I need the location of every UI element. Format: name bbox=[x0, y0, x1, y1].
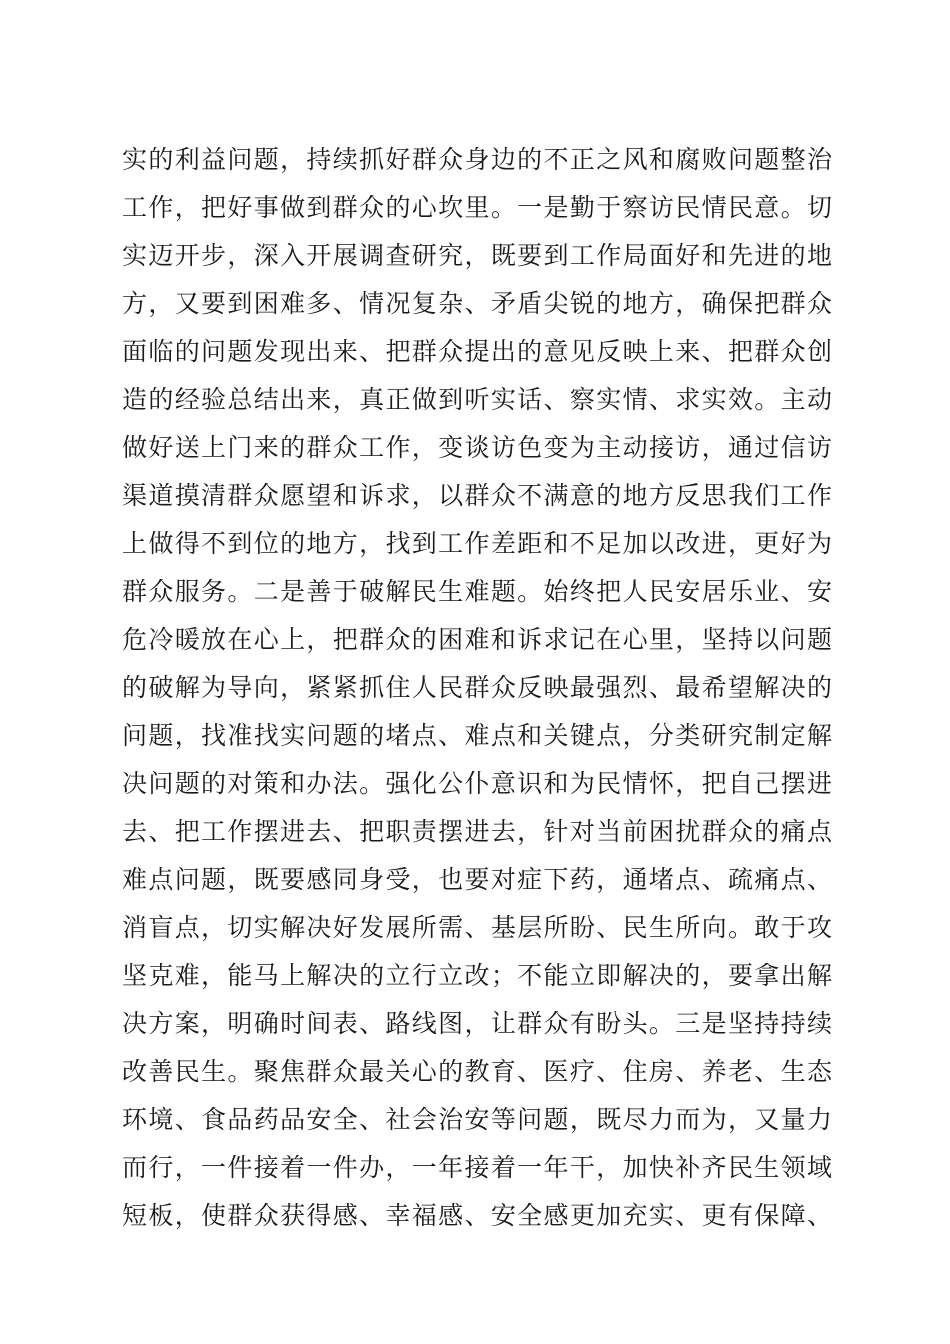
text-line: 方，又要到困难多、情况复杂、矛盾尖锐的地方，确保把群众 bbox=[122, 289, 832, 318]
text-line: 去、把工作摆进去、把职责摆进去，针对当前困扰群众的痛点 bbox=[122, 817, 832, 846]
text-line: 造的经验总结出来，真正做到听实话、察实情、求实效。主动 bbox=[122, 385, 832, 414]
text-line: 短板，使群众获得感、幸福感、安全感更加充实、更有保障、 bbox=[122, 1201, 832, 1230]
text-line: 难点问题，既要感同身受，也要对症下药，通堵点、疏痛点、 bbox=[122, 865, 832, 894]
text-line: 改善民生。聚焦群众最关心的教育、医疗、住房、养老、生态 bbox=[122, 1057, 832, 1086]
text-line: 的破解为导向，紧紧抓住人民群众反映最强烈、最希望解决的 bbox=[122, 673, 832, 702]
text-line: 决问题的对策和办法。强化公仆意识和为民情怀，把自己摆进 bbox=[122, 769, 832, 798]
text-line: 群众服务。二是善于破解民生难题。始终把人民安居乐业、安 bbox=[122, 577, 832, 606]
text-line: 实迈开步，深入开展调查研究，既要到工作局面好和先进的地 bbox=[122, 241, 832, 270]
text-line: 面临的问题发现出来、把群众提出的意见反映上来、把群众创 bbox=[122, 337, 832, 366]
document-body bbox=[122, 136, 832, 1240]
text-line: 做好送上门来的群众工作，变谈访色变为主动接访，通过信访 bbox=[122, 433, 832, 462]
text-line: 危冷暖放在心上，把群众的困难和诉求记在心里，坚持以问题 bbox=[122, 625, 832, 654]
text-line: 实的利益问题，持续抓好群众身边的不正之风和腐败问题整治 bbox=[122, 145, 832, 174]
text-line: 上做得不到位的地方，找到工作差距和不足加以改进，更好为 bbox=[122, 529, 832, 558]
text-line: 环境、食品药品安全、社会治安等问题，既尽力而为，又量力 bbox=[122, 1105, 832, 1134]
text-line: 工作，把好事做到群众的心坎里。一是勤于察访民情民意。切 bbox=[122, 193, 832, 222]
text-line: 问题，找准找实问题的堵点、难点和关键点，分类研究制定解 bbox=[122, 721, 832, 750]
text-line: 决方案，明确时间表、路线图，让群众有盼头。三是坚持持续 bbox=[122, 1009, 832, 1038]
text-line: 消盲点，切实解决好发展所需、基层所盼、民生所向。敢于攻 bbox=[122, 913, 832, 942]
text-line: 渠道摸清群众愿望和诉求，以群众不满意的地方反思我们工作 bbox=[122, 481, 832, 510]
text-line: 而行，一件接着一件办，一年接着一年干，加快补齐民生领域 bbox=[122, 1153, 832, 1182]
text-line: 坚克难，能马上解决的立行立改；不能立即解决的，要拿出解 bbox=[122, 961, 832, 990]
